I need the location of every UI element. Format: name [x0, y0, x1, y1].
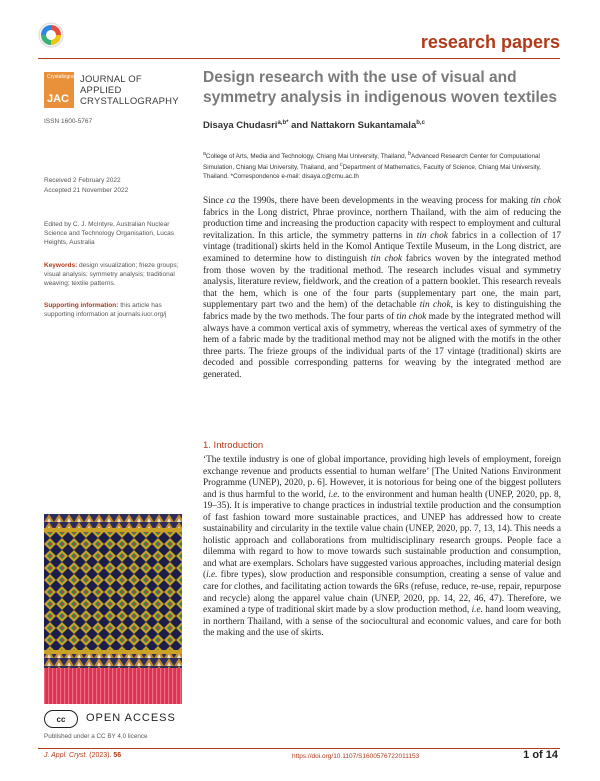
logo-abbrev: JAC	[47, 93, 70, 105]
supporting-info	[44, 301, 182, 319]
intro-text: hand loom weaving, in northern Thailand, with a sense of the sociocultural and economic values, and care for both the making and the use of skirts.	[203, 605, 561, 639]
author-1[interactable]: Disaya Chudasri	[203, 120, 278, 132]
supp-label: Supporting information:	[44, 302, 119, 309]
citation-volume: 56	[113, 752, 122, 759]
author-1-sup: a,b*	[277, 120, 289, 126]
affil-c: Department of Mathematics, Faculty of Science, Chiang Mai University, Thailand. *Correspondence e-mail: disaya.c@cmu.ac.th	[203, 164, 541, 181]
author-2-sup: b,c	[416, 120, 425, 126]
received-date: Received 2 February 2022	[44, 177, 121, 184]
article-title: Design research with the use of visual and symmetry analysis in indigenous woven textiles	[203, 69, 558, 106]
intro-text: ‘The textile industry is one of global importance, providing high levels of employment, foreign exchange revenue and products essential to human welfare’ [The United Nations Environment Programme (UNEP), 2020, p. 6]. However, it is notorious for being one of the biggest polluters and is thus harmful to the world,	[203, 455, 561, 500]
licence-text: Published under a CC BY 4.0 licence	[44, 733, 148, 740]
abstract-text: made by the integrated method will always have a common vertical axis of symmetry, whereas the vertical axes of symmetry of the hem of a fabric made by the traditional method may not be aligned with the motifs in the other three parts. The frieze groups of the individual parts of the 17 vintage (traditional) skirts are decoded and possible corresponding patterns for weaving by the integrated method are generated.	[203, 311, 561, 380]
abstract-italic: ca	[226, 196, 236, 206]
edited-by: Edited by C. J. McIntyre, Australian Nuclear Science and Technology Organisation, Lucas Heights, Australia	[44, 221, 174, 246]
abstract-text: fabrics woven by the integrated method from those woven by the traditional method. The research includes visual and symmetry analysis, literature review, fieldwork, and the creation of a pattern booklet. This research reveals that the hem, which is one of the four parts (supplementary part one, the main part, supplementary part two and the hem) of the detachable	[203, 253, 561, 311]
affil-a-sup: a	[203, 151, 206, 157]
introduction-body	[203, 455, 561, 640]
open-access-row	[44, 710, 204, 730]
article-dates	[44, 176, 184, 196]
abstract-italic: tin chok	[416, 230, 448, 241]
affil-b: Advanced Research Center for Computational Simulation, Chiang Mai University, Thailand, and	[203, 153, 540, 172]
intro-italic: i.e.	[328, 489, 340, 500]
supp-text[interactable]: this article has supporting information at journals.iucr.org/j	[44, 302, 167, 318]
abstract-italic: tin chok	[370, 253, 403, 264]
intro-italic: i.e.	[471, 605, 483, 616]
header-rule	[38, 58, 560, 59]
abstract-italic: tin chok	[530, 196, 561, 206]
keywords	[44, 261, 182, 288]
affiliations	[203, 150, 565, 181]
logo-small-text: Crystallography	[47, 74, 82, 80]
section-heading-introduction: 1. Introduction	[203, 440, 264, 451]
keywords-text: design visualization; frieze groups; visual analysis; symmetry analysis; traditional weaving; textile patterns.	[44, 262, 179, 287]
woven-textile-image	[44, 514, 182, 704]
abstract-text: , is key to distinguishing the fabrics made by the two methods. The four parts of	[203, 300, 561, 322]
open-access-label: OPEN ACCESS	[86, 712, 176, 724]
footer-citation	[44, 752, 121, 759]
journal-name-line2: APPLIED	[80, 85, 122, 96]
journal-logo[interactable]	[44, 72, 82, 108]
issn: ISSN 1600-5767	[44, 118, 93, 125]
page-number: 1 of 14	[523, 749, 558, 761]
cc-license-icon[interactable]: cc	[44, 710, 78, 728]
crossmark-icon[interactable]	[38, 22, 64, 48]
abstract	[203, 196, 561, 382]
abstract-text: the 1990s, there have been developments in the weaving process for making	[235, 196, 531, 206]
intro-italic: i.e.	[206, 570, 218, 581]
footer-rule	[38, 748, 560, 749]
keywords-label: Keywords:	[44, 262, 78, 269]
section-label: research papers	[420, 32, 560, 52]
author-2[interactable]: Nattakorn Sukantamala	[310, 120, 417, 132]
journal-name-line3: CRYSTALLOGRAPHY	[80, 96, 179, 107]
citation-year: (2023).	[87, 752, 114, 759]
accepted-date: Accepted 21 November 2022	[44, 187, 129, 194]
citation-journal: J. Appl. Cryst.	[44, 752, 88, 759]
intro-text: to the environment and human health (UNEP, 2020, pp. 8, 19–35). It is imperative to change practices in industrial textile production and the consumption of fast fashion toward more sustainable practices, and UNEP has addressed how to create sustainability and circularity in the textile value chain (UNEP, 2020, pp. 7, 13, 14). This needs a holistic approach and collaborations from multidisciplinary research groups. People face a dilemma with regard to how to move towards such sustainable production and consumption, and what are exemplars. Scholars have suggested various approaches, including material design (	[203, 489, 561, 581]
affil-a: College of Arts, Media and Technology, Chiang Mai University, Thailand,	[205, 153, 409, 161]
abstract-text: fabrics in the Long district, Phrae province, northern Thailand, with the aim of reducing the production time and increasing the production capacity with respect to employment and cultural revitalization. In this article, the symmetry patterns in	[203, 207, 561, 241]
intro-text: fibre types), slow production and responsible consumption, creating a sense of value and care for clothes, and facilitating action towards the 6Rs (refuse, reduce, re-use, repair, repurpose and recycle) along the apparel value chain (UNEP, 2020, pp. 14, 22, 46, 47). Therefore, we examined a type of traditional skirt made by a slow production method,	[203, 570, 561, 616]
affil-c-sup: c	[339, 162, 343, 169]
abstract-italic: tin chok	[419, 300, 451, 311]
journal-name-line1: JOURNAL OF	[80, 74, 142, 85]
abstract-italic: tin chok	[396, 311, 427, 322]
abstract-text: Since	[203, 196, 227, 206]
author-sep: and	[288, 120, 311, 132]
journal-name	[80, 74, 200, 107]
abstract-text: fabrics in a collection of 17 vintage (traditional) skirts held in the Komol Antique Textile Museum, in the Long district, are examined to determine how to distinguish	[203, 230, 561, 264]
authors	[203, 120, 425, 131]
footer-doi[interactable]: https://doi.org/10.1107/S1600576722011153	[292, 753, 420, 760]
affil-b-sup: b	[408, 151, 412, 157]
